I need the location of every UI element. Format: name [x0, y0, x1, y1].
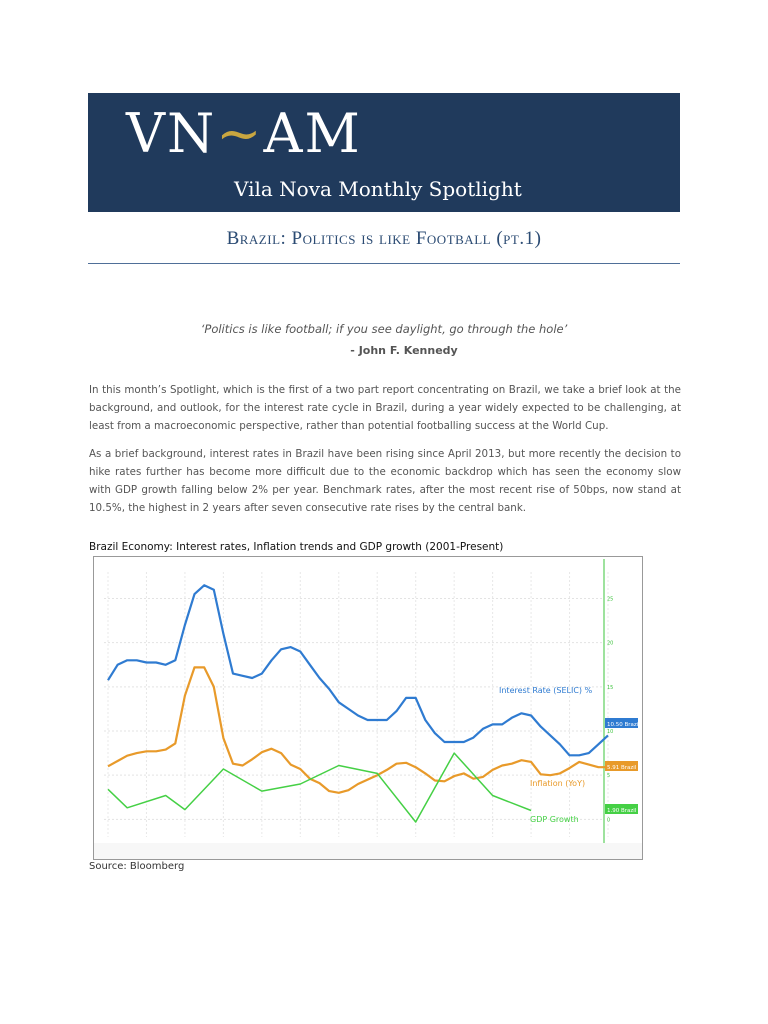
logo-tilde: ~ — [216, 102, 264, 165]
legend-inflation: Inflation (YoY) — [530, 779, 586, 788]
header-banner — [88, 93, 680, 212]
date-axis-strip — [94, 843, 642, 859]
quote-author: - John F. Kennedy — [350, 344, 458, 357]
gdp-growth-line — [108, 753, 531, 822]
logo-left: VN — [126, 102, 217, 165]
chart-title: Brazil Economy: Interest rates, Inflation trends and GDP growth (2001-Present) — [89, 541, 504, 553]
report-title: Brazil: Politics is like Football (pt.1) — [226, 228, 542, 249]
logo-right: AM — [263, 102, 362, 165]
logo — [126, 102, 362, 165]
end-tag-interest-rate: 10.50 Brazil — [607, 722, 640, 728]
legend-interest-rate: Interest Rate (SELIC) % — [499, 686, 593, 695]
header-subtitle: Vila Nova Monthly Spotlight — [234, 177, 522, 201]
line-chart — [94, 557, 642, 859]
quote-text: ‘Politics is like football; if you see daylight, go through the hole’ — [200, 322, 568, 336]
background-paragraph: As a brief background, interest rates in Brazil have been rising since April 2013, but more recently the decision to hike rates further has become more difficult due to the economic backdrop which has seen the economy slow with GDP growth falling below 2% per year. Benchmark rates, after the most recent rise of 50bps, now stand at 10.5%, the highest in 2 years after seven consecutive rate rises by the central bank. — [89, 448, 681, 514]
end-tag-gdp-growth: 1.90 Brazil — [607, 808, 637, 814]
axis-tick-label: 20 — [607, 640, 614, 647]
axis-tick-label: 25 — [607, 596, 614, 603]
axis-tick-label: 5 — [607, 773, 611, 780]
end-tag-inflation: 5.91 Brazil — [607, 765, 637, 771]
axis-tick-label: 15 — [607, 684, 614, 691]
interest-rate-line — [108, 585, 608, 755]
chart-figure — [93, 556, 643, 860]
axis-tick-label: 0 — [607, 817, 611, 824]
chart-source: Source: Bloomberg — [89, 861, 185, 872]
legend-gdp-growth: GDP Growth — [530, 815, 579, 824]
axis-tick-label: 10 — [607, 729, 614, 735]
intro-paragraph: In this month’s Spotlight, which is the first of a two part report concentrating on Brazil, we take a brief look at the background, and outlook, for the interest rate cycle in Brazil, during a year widely expected to be challenging, at least from a macroeconomic perspective, rather than potential footballing success at the World Cup. — [89, 384, 681, 432]
title-divider — [88, 263, 680, 264]
